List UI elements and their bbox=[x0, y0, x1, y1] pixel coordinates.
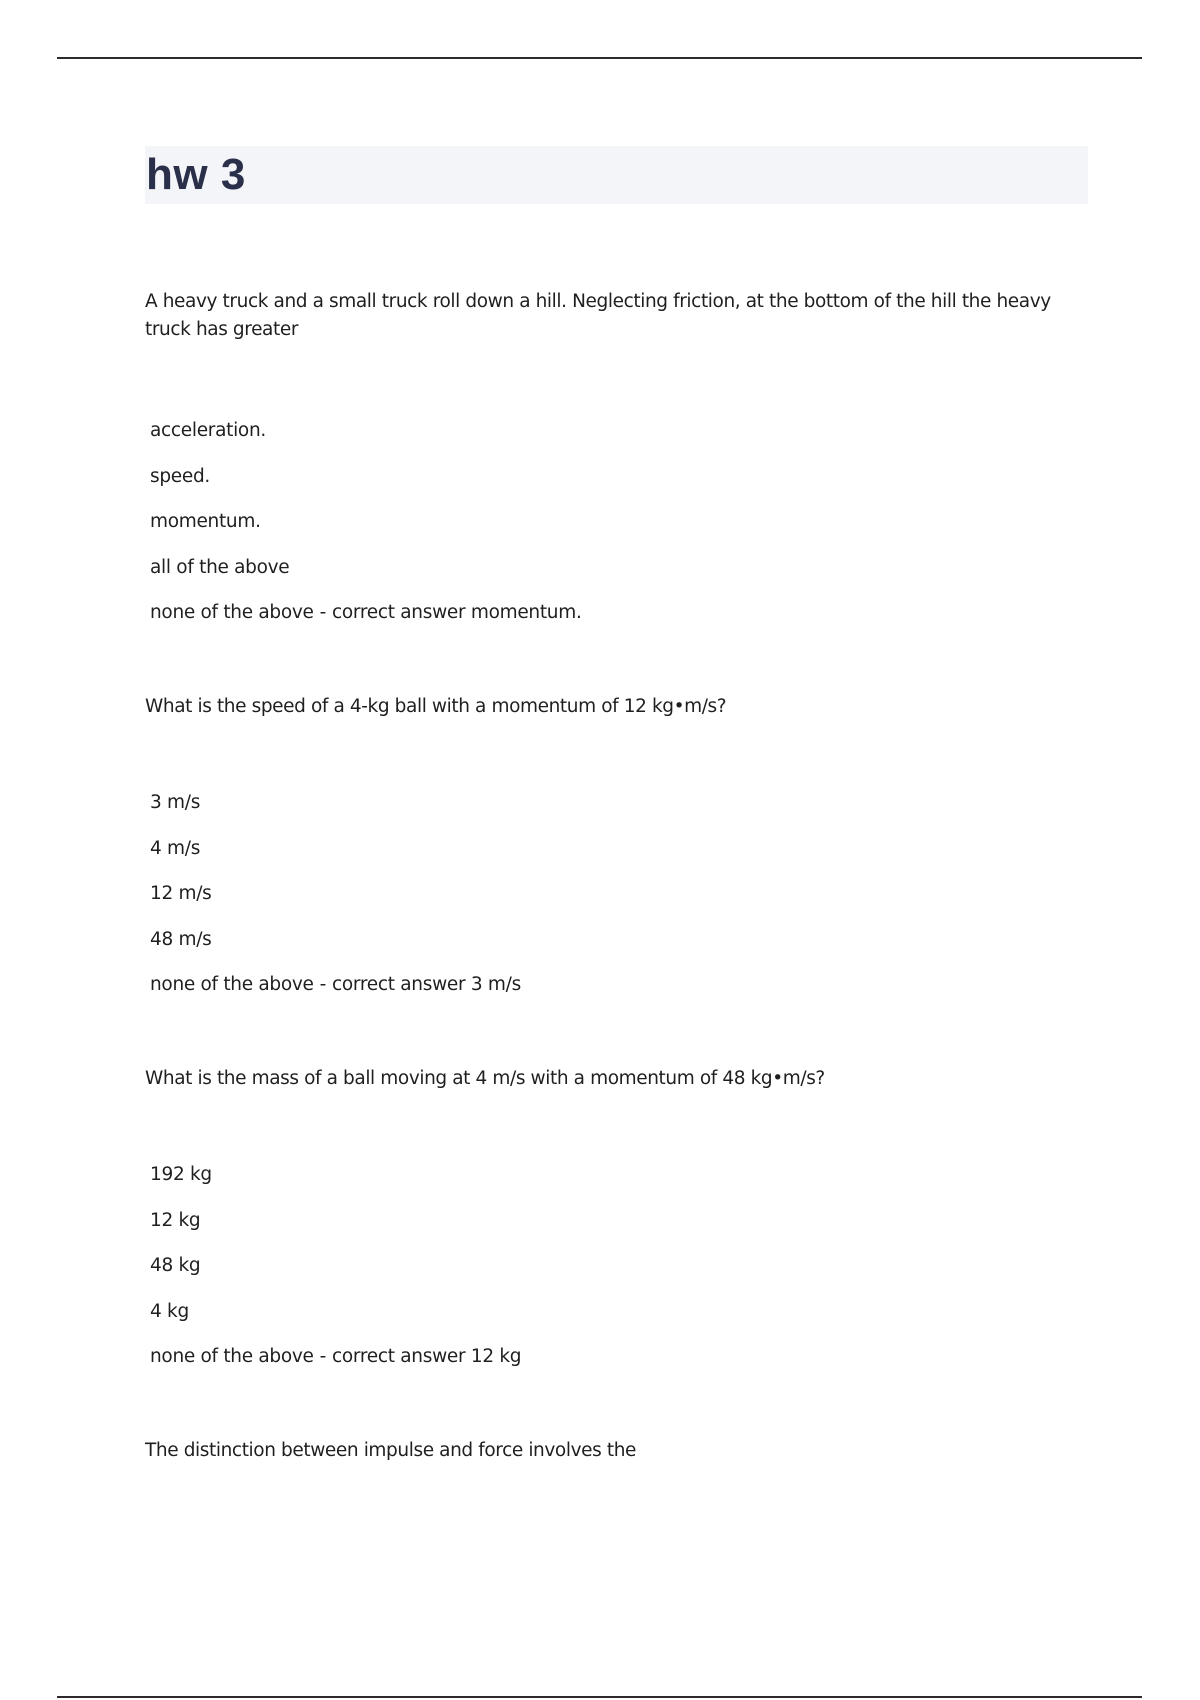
page-title: hw 3 bbox=[146, 150, 246, 199]
question-2 bbox=[145, 693, 1065, 998]
question-1-options bbox=[145, 418, 1065, 626]
question-1-prompt: A heavy truck and a small truck roll down a hill. Neglecting friction, at the bottom of the hill the heavy truck has greater bbox=[145, 291, 1051, 340]
question-1-correct-answer: correct answer momentum. bbox=[332, 602, 582, 623]
top-rule bbox=[57, 57, 1142, 59]
answer-separator: - bbox=[319, 974, 327, 995]
question-3-option-c: 48 kg bbox=[150, 1255, 201, 1276]
question-1-option-b: speed. bbox=[150, 465, 210, 487]
question-3-prompt: What is the mass of a ball moving at 4 m/s with a momentum of 48 kg•m/s? bbox=[145, 1068, 825, 1089]
question-3 bbox=[145, 1065, 1065, 1370]
question-1-option-e bbox=[150, 600, 1065, 626]
question-3-option-b: 12 kg bbox=[150, 1209, 201, 1231]
question-3-options bbox=[145, 1162, 1065, 1370]
question-3-correct-answer: correct answer 12 kg bbox=[332, 1346, 522, 1367]
document-body bbox=[145, 288, 1065, 1465]
question-1-option-d: all of the above bbox=[150, 556, 290, 578]
answer-separator: - bbox=[319, 602, 327, 623]
title-band bbox=[145, 146, 1088, 204]
question-3-option-e-label: none of the above bbox=[150, 1346, 314, 1367]
bottom-rule bbox=[57, 1696, 1142, 1698]
question-2-options bbox=[145, 790, 1065, 998]
question-3-option-a: 192 kg bbox=[150, 1164, 212, 1185]
question-1-option-c: momentum. bbox=[150, 511, 261, 532]
question-2-option-b: 4 m/s bbox=[150, 837, 201, 859]
question-2-option-e bbox=[150, 972, 1065, 998]
question-3-option-d: 4 kg bbox=[150, 1300, 189, 1322]
answer-separator: - bbox=[319, 1346, 327, 1367]
question-2-option-d: 48 m/s bbox=[150, 928, 212, 950]
question-1-option-a: acceleration. bbox=[150, 420, 266, 441]
question-2-option-a: 3 m/s bbox=[150, 792, 201, 813]
question-1 bbox=[145, 288, 1065, 626]
question-2-option-c: 12 m/s bbox=[150, 883, 212, 904]
question-1-option-e-label: none of the above bbox=[150, 602, 314, 623]
question-2-prompt: What is the speed of a 4-kg ball with a momentum of 12 kg•m/s? bbox=[145, 696, 727, 717]
question-4-prompt: The distinction between impulse and force involves the bbox=[145, 1440, 636, 1461]
question-2-option-e-label: none of the above bbox=[150, 974, 314, 995]
question-2-correct-answer: correct answer 3 m/s bbox=[332, 974, 521, 995]
question-4 bbox=[145, 1437, 1065, 1465]
question-3-option-e bbox=[150, 1344, 1065, 1370]
